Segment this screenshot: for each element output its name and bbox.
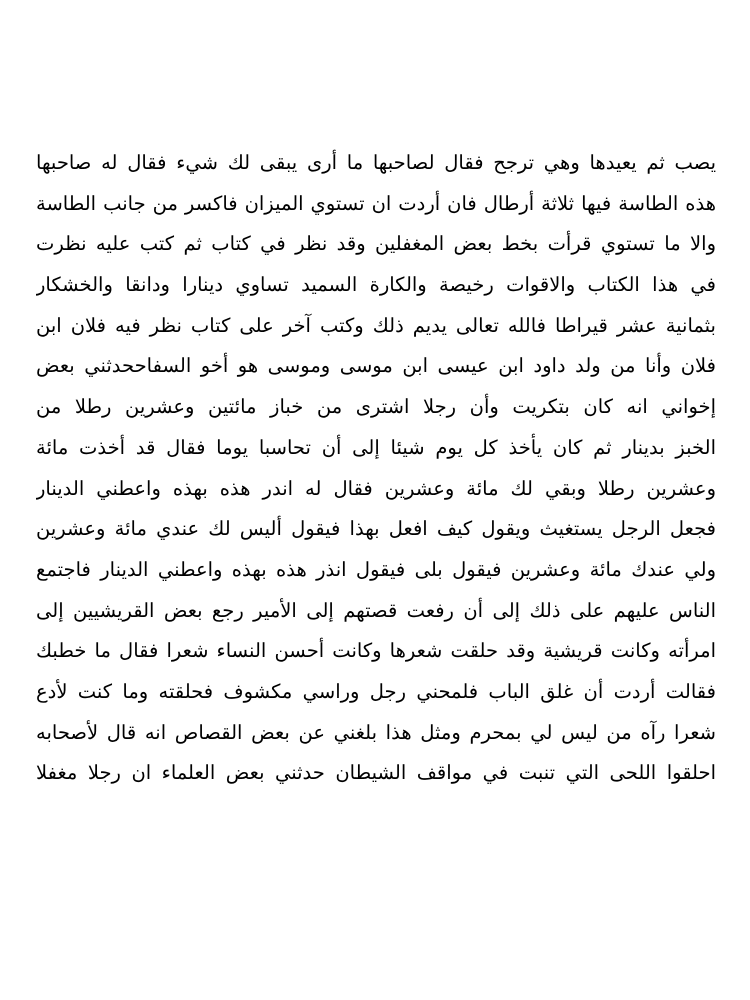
- text-line-11: ولي عندك مائة وعشرين فيقول بلى فيقول انذر هذه بهذه واعطني الدينار فاجتمع: [36, 557, 716, 581]
- text-line-3: والا ما تستوي قرأت بخط بعض المغفلين وقد نظر في كتاب ثم كتب عليه نظرت: [36, 232, 716, 256]
- text-line-9: وعشرين رطلا وبقي لك مائة وعشرين فقال له اندر هذه بهذه واعطني الدينار: [36, 476, 716, 500]
- text-line-15: شعرا رآه من ليس لي بمحرم ومثل هذا بلغني عن بعض القصاص انه قال لأصحابه: [36, 720, 716, 744]
- arabic-text-block: [36, 143, 716, 794]
- text-line-2: هذه الطاسة فيها ثلاثة أرطال فان أردت ان تستوي الميزان فاكسر من جانب الطاسة: [36, 191, 716, 215]
- text-line-8: الخبز بدينار ثم كان يأخذ كل يوم شيئا إلى أن تحاسبا يوما فقال قد أخذت مائة: [36, 435, 716, 459]
- text-line-1: يصب ثم يعيدها وهي ترجح فقال لصاحبها ما أرى يبقى لك شيء فقال له صاحبها: [36, 151, 716, 174]
- text-line-16: احلقوا اللحى التي تنبت في مواقف الشيطان حدثني بعض العلماء ان رجلا مغفلا: [36, 761, 716, 785]
- text-line-12: الناس عليهم على ذلك إلى أن رفعت قصتهم إلى الأمير رجع بعض القريشيين إلى: [36, 598, 716, 622]
- text-line-6: فلان وأنا من ولد داود ابن عيسى ابن موسى وموسى هو أخو السفاححدثني بعض: [36, 354, 716, 378]
- text-line-5: بثمانية عشر قيراطا فالله تعالى يديم ذلك وكتب آخر على كتاب نظر فيه فلان ابن: [36, 313, 716, 337]
- text-line-7: إخواني انه كان بتكريت وأن رجلا اشترى من خباز مائتين وعشرين رطلا من: [36, 395, 716, 419]
- text-line-13: امرأته وكانت قريشية وقد حلقت شعرها وكانت أحسن النساء شعرا فقال ما خطبك: [36, 639, 716, 663]
- text-line-14: فقالت أردت أن غلق الباب فلمحني رجل وراسي مكشوف فحلقته وما كنت لأدع: [36, 679, 716, 703]
- text-line-4: في هذا الكتاب والاقوات رخيصة والكارة السميد تساوي دينارا ودانقا والخشكار: [36, 273, 716, 297]
- text-line-10: فجعل الرجل يستغيث ويقول كيف افعل بهذا فيقول أليس لك عندي مائة وعشرين: [36, 517, 716, 541]
